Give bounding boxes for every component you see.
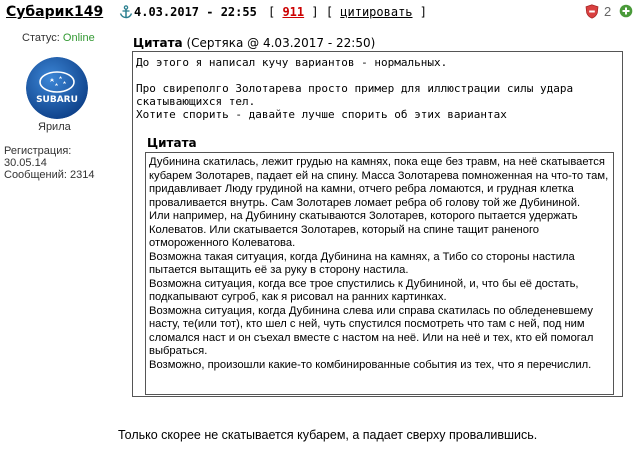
quote-link[interactable]: цитировать	[340, 5, 413, 19]
registration-date: 30.05.14	[4, 157, 47, 169]
shield-icon[interactable]	[585, 4, 599, 19]
outer-quote-source: (Сертяка @ 4.03.2017 - 22:50)	[186, 36, 376, 50]
registration-label: Регистрация:	[4, 145, 72, 157]
outer-quote-text: До этого я написал кучу вариантов - нормальных. Про свиреполго Золотарева просто пример для иллюстрации силы удара скатывающихся тел. Хотите спорить - давайте лучше спорить об этих вариантах	[136, 56, 574, 121]
username-link[interactable]: Субарик149	[6, 4, 104, 20]
plus-icon[interactable]	[619, 4, 633, 18]
post-actions	[268, 5, 427, 19]
bracket-close: ]	[412, 5, 427, 19]
status-line	[22, 32, 95, 44]
status-label: Статус:	[22, 32, 63, 44]
inner-quote-title: Цитата	[147, 136, 197, 150]
post-header	[0, 0, 640, 26]
bracket-open: [	[268, 5, 283, 19]
outer-quote-title	[133, 36, 375, 50]
message-count: Сообщений: 2314	[4, 169, 95, 181]
avatar-logo-text: SUBARU	[36, 95, 78, 105]
reply-text: Только скорее не скатывается кубарем, а падает сверху провалившись.	[118, 428, 538, 442]
anchor-icon[interactable]	[119, 5, 133, 19]
rating-count: 2	[604, 4, 612, 19]
inner-quote-text: Дубинина скатилась, лежит грудью на камнях, пока еще без травм, на неё скатывается кубарем Золотарев, падает ей на спину. Масса Золотарева помноженная на что-то там, придавливает Люду грудиной на камни, отчего ребра ломаются, и грудная клетка проваливается внутрь. Сам Золотарев ломает ребра об голову той же Дубининой. Или например, на Дубинину скатываются Золотарев, которого пытается удержать Колеватов. Или скатывается Золотарев, который на спине тащит раненого отмороженного Колеватова. Возможна такая ситуация, когда Дубинина на камнях, а Тибо со стороны настила пытается вытащить её за руку в сторону настила. Возможна ситуация, когда все трое спустились к Дубининой, и, что бы её достать, подкапывают сугроб, как я рисовал на ранних картинках. Возможна ситуация, когда Дубинина слева или справа скатилась по обледеневшему насту, те(или тот), кто шел с ней, чуть спустился посмотреть что там с ней, под ним сломался наст и он съехал вместе с настом на неё. Или на неё и тех, кто ей помогал выбраться. Возможно, произошли какие-то комбинированные события из тех, что я перечислил.	[149, 156, 609, 371]
outer-quote-label: Цитата	[133, 36, 183, 50]
status-value: Online	[62, 32, 95, 44]
post-date: 4.03.2017 - 22:55	[134, 5, 257, 19]
user-nickname: Ярила	[38, 121, 71, 133]
bracket-mid: ] [	[304, 5, 341, 19]
avatar[interactable]	[26, 57, 88, 119]
post-number-link[interactable]: 911	[282, 5, 305, 19]
inner-quote-box	[145, 152, 614, 395]
